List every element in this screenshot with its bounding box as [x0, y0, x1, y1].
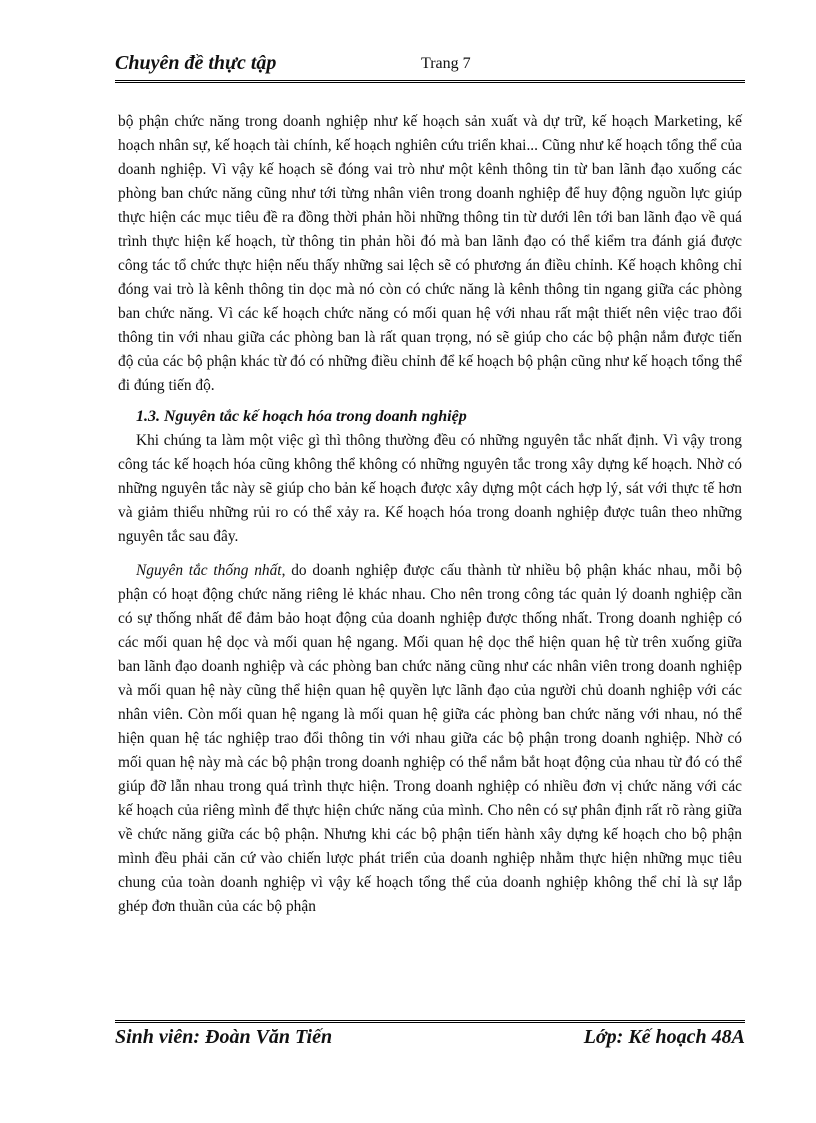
class-name: Lớp: Kế hoạch 48A [583, 1026, 745, 1048]
document-title: Chuyên đề thực tập [115, 52, 277, 74]
body-paragraph: bộ phận chức năng trong doanh nghiệp như kế hoạch sản xuất và dự trữ, kế hoạch Marketing, kế hoạch nhân sự, kế hoạch tài chính, kế hoạch nghiên cứu triển khai... Cũng như kế hoạch tổng thể của doanh nghiệp. Vì vậy kế hoạch sẽ đóng vai trò như một kênh thông tin từ ban lãnh đạo xuống các phòng ban chức năng cũng như tới từng nhân viên trong doanh nghiệp để huy động nguồn lực giúp thực hiện các mục tiêu đề ra đồng thời phản hồi những thông tin từ dưới lên tới ban lãnh đạo về quá trình thực hiện kế hoạch, từ thông tin phản hồi đó mà ban lãnh đạo có thể kiểm tra đánh giá được công tác tổ chức thực hiện nếu thấy những sai lệch sẽ có phương án điều chỉnh. Kế hoạch không chỉ đóng vai trò là kênh thông tin dọc mà nó còn có chức năng là kênh thông tin ngang giữa các phòng ban chức năng. Vì các kế hoạch chức năng có mối quan hệ với nhau rất mật thiết nên việc trao đổi thông tin với nhau giữa các phòng ban là rất quan trọng, nó sẽ giúp cho các bộ phận nắm được tiến độ của các bộ phận khác từ đó có những điều chỉnh để kế hoạch bộ phận cũng như kế hoạch tổng thể đi đúng tiến độ. [118, 113, 742, 394]
footer-divider [115, 1020, 745, 1023]
page-header [115, 52, 745, 82]
student-name: Sinh viên: Đoàn Văn Tiến [115, 1026, 333, 1048]
principle-text: , do doanh nghiệp được cấu thành từ nhiều bộ phận khác nhau, mỗi bộ phận có hoạt động chức năng riêng lẻ khác nhau. Cho nên trong công tác quản lý doanh nghiệp cần có sự thống nhất để đảm bảo hoạt động của doanh nghiệp được thống nhất. Trong doanh nghiệp có các mối quan hệ dọc và mối quan hệ ngang. Mối quan hệ dọc thể hiện quan hệ từ trên xuống giữa ban lãnh đạo doanh nghiệp và các phòng ban chức năng cũng như các nhân viên trong doanh nghiệp và mối quan hệ này cũng thể hiện quan hệ quyền lực lãnh đạo của người chủ doanh nghiệp với các nhân viên. Còn mối quan hệ ngang là mối quan hệ giữa các phòng ban chức năng với nhau, nó thể hiện quan hệ tác nghiệp trao đổi thông tin với nhau giữa các bộ phận trong doanh nghiệp. Nhờ có mối quan hệ này mà các bộ phận trong doanh nghiệp có thể nắm bắt hoạt động của nhau từ đó có thể giúp đỡ lẫn nhau trong quá trình thực hiện. Trong doanh nghiệp có nhiều đơn vị chức năng với các kế hoạch của riêng mình để thực hiện chức năng của mình. Cho nên có sự phân định rất rõ ràng giữa về chức năng giữa các bộ phận. Nhưng khi các bộ phận tiến hành xây dựng kế hoạch cho bộ phận mình đều phải căn cứ vào chiến lược phát triển của doanh nghiệp nhằm thực hiện những mục tiêu chung của toàn doanh nghiệp vì vậy kế hoạch tổng thể của doanh nghiệp không thể chỉ là sự lắp ghép đơn thuần của các bộ phận [118, 562, 743, 915]
page-body [118, 110, 742, 919]
body-paragraph [118, 559, 742, 919]
section-heading: 1.3. Nguyên tắc kế hoạch hóa trong doanh nghiệp [136, 408, 467, 425]
body-paragraph: Khi chúng ta làm một việc gì thì thông thường đều có những nguyên tắc nhất định. Vì vậy trong công tác kế hoạch hóa cũng không thể không có những nguyên tắc trong xây dựng kế hoạch. Nhờ có những nguyên tắc này sẽ giúp cho bản kế hoạch được xây dựng một cách hợp lý, sát với thực tế hơn và giảm thiểu những rủi ro có thể xảy ra. Kế hoạch hóa trong doanh nghiệp được tuân theo những nguyên tắc sau đây. [118, 432, 742, 545]
principle-term: Nguyên tắc thống nhất [136, 562, 282, 579]
page-footer [115, 1026, 745, 1056]
page-number: Trang 7 [421, 55, 471, 72]
header-divider [115, 80, 745, 83]
